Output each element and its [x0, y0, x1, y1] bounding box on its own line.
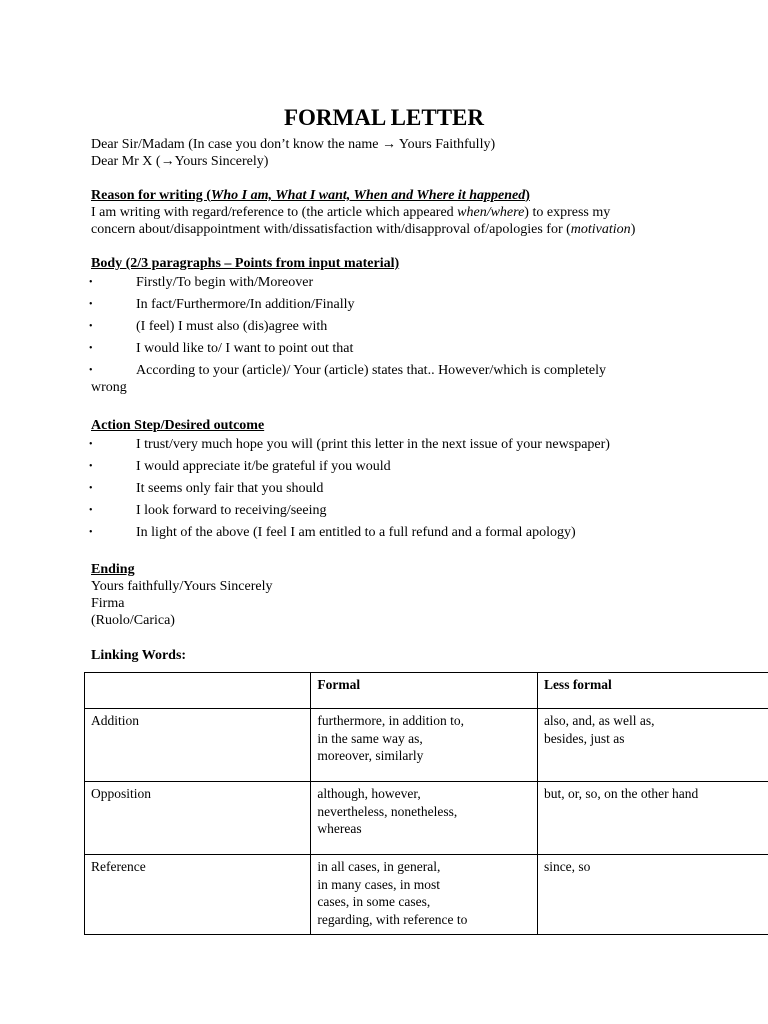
- body-list: [91, 272, 768, 396]
- list-item: • According to your (article)/ Your (article) states that.. However/which is completely wrong: [89, 363, 607, 395]
- action-heading: Action Step/Desired outcome: [91, 418, 265, 433]
- list-item: • In light of the above (I feel I am entitled to a full refund and a formal apology): [89, 525, 576, 540]
- linking-words-table: [84, 672, 768, 935]
- body-heading: Body (2/3 paragraphs – Points from input material): [91, 256, 400, 271]
- table-cell: also, and, as well as, besides, just as: [537, 709, 768, 782]
- ending-section: [91, 561, 768, 629]
- greeting-line-2: Dear Mr X (→Yours Sincerely): [91, 154, 269, 169]
- list-item: • I would like to/ I want to point out that: [89, 341, 354, 356]
- table-cell: Opposition: [85, 782, 311, 855]
- table-header-cell: Formal: [311, 673, 538, 709]
- table-cell: Addition: [85, 709, 311, 782]
- list-item: • I look forward to receiving/seeing: [89, 503, 327, 518]
- ending-line-1: Yours faithfully/Yours Sincerely: [91, 579, 273, 594]
- linking-words-label: Linking Words:: [91, 648, 187, 663]
- list-item: • Firstly/To begin with/Moreover: [89, 275, 314, 290]
- action-list: [91, 434, 768, 544]
- ending-heading: Ending: [91, 562, 135, 577]
- list-item: • It seems only fair that you should: [89, 481, 324, 496]
- list-item: • I would appreciate it/be grateful if you would: [89, 459, 391, 474]
- page-title: FORMAL LETTER: [283, 105, 484, 130]
- greeting-line-1: Dear Sir/Madam (In case you don’t know the name → Yours Faithfully): [91, 137, 496, 152]
- table-header-cell: [85, 673, 311, 709]
- table-header-cell: Less formal: [537, 673, 768, 709]
- action-section: [91, 417, 768, 544]
- table-cell: although, however, nevertheless, nonetheless, whereas: [311, 782, 538, 855]
- reason-text-line-1: I am writing with regard/reference to (the article which appeared when/where) to express my: [91, 205, 611, 220]
- letter-page: [91, 104, 768, 678]
- list-item: • (I feel) I must also (dis)agree with: [89, 319, 328, 334]
- table-cell: since, so: [537, 855, 768, 935]
- list-item: • In fact/Furthermore/In addition/Finally: [89, 297, 355, 312]
- table-cell: in all cases, in general, in many cases, in most cases, in some cases, regarding, with reference to: [311, 855, 538, 935]
- table-cell: but, or, so, on the other hand: [537, 782, 768, 855]
- ending-line-2: Firma: [91, 596, 125, 611]
- reason-text-line-2: concern about/disappointment with/dissatisfaction with/disapproval of/apologies for (motivation): [91, 222, 636, 237]
- table-row: [85, 709, 768, 782]
- table-cell: Reference: [85, 855, 311, 935]
- reason-heading: Reason for writing (Who I am, What I want, When and Where it happened): [91, 188, 530, 203]
- table-header-row: [85, 673, 768, 709]
- ending-line-3: (Ruolo/Carica): [91, 613, 175, 628]
- table-cell: furthermore, in addition to, in the same way as, moreover, similarly: [311, 709, 538, 782]
- reason-section: [91, 187, 768, 238]
- body-section: [91, 255, 768, 396]
- table-row: [85, 855, 768, 935]
- table-row: [85, 782, 768, 855]
- list-item: • I trust/very much hope you will (print this letter in the next issue of your newspaper): [89, 437, 610, 452]
